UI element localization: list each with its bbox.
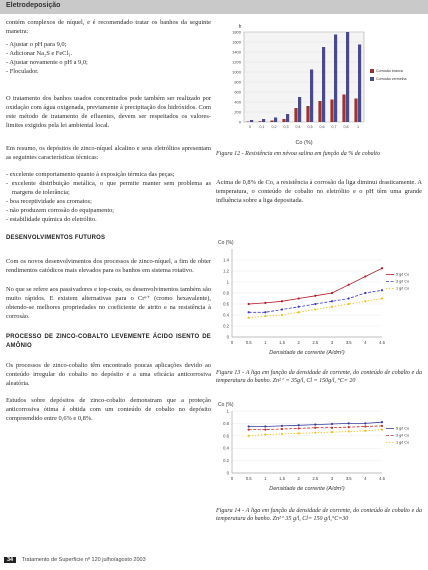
data-point bbox=[364, 422, 366, 424]
x-tick-label: 2.5 bbox=[312, 340, 319, 345]
bar bbox=[270, 121, 273, 123]
data-point bbox=[298, 311, 300, 313]
feature-item: - excelente distribuição metálica, o que permite manter sem problema as margens de tolerância; bbox=[6, 180, 211, 196]
passivators-paragraph: No que se refere aos passivadores e top-coats, os desenvolvimentos também são muito rápidos. E existem alternativas para o Cr⁶⁺ (cromo hexavalente), obtendo-se melhores propriedades no coeficiente de atrito e na resistência à corrosão. bbox=[6, 286, 211, 320]
y-tick-label: 1600 bbox=[232, 39, 241, 45]
y-tick-label: 0.2 bbox=[223, 458, 229, 464]
data-point bbox=[314, 295, 316, 297]
series-line bbox=[249, 268, 382, 304]
fig14-caption: Figura 14 - A liga em função da densidade de corrente, do conteúdo de cobalto e da temperatura do banho. Zn²⁺ 35 g/l, Cl= 150 g/l,°C=30 bbox=[216, 508, 422, 522]
x-tick-label: 1 bbox=[264, 340, 267, 345]
data-point bbox=[381, 421, 383, 423]
data-point bbox=[331, 431, 333, 433]
fig13-caption: Figura 13 - A liga em função da densidade de corrente, do conteúdo de cobalto e da temperatura do banho. Zn²⁺ = 35g/l, Cl = 150g/l, °C= 20 bbox=[216, 370, 422, 384]
bar bbox=[306, 106, 309, 122]
x-tick-label: 3 bbox=[330, 476, 334, 481]
x-tick-label: 0.5 bbox=[245, 476, 252, 481]
x-tick-label: 1 bbox=[357, 125, 359, 129]
bar bbox=[346, 32, 349, 122]
bar bbox=[274, 118, 277, 123]
data-point bbox=[264, 302, 266, 304]
y-tick-label: 0.2 bbox=[223, 323, 229, 329]
x-tick-label: 4.5 bbox=[379, 476, 385, 481]
data-point bbox=[331, 300, 333, 302]
fig12-caption: Figura 12 - Resistência em névoa salina em função da % de cobalto bbox=[216, 151, 380, 157]
y-tick-label: 1000 bbox=[232, 69, 241, 75]
section-heading-future: DESENVOLVIMENTOS FUTUROS bbox=[6, 235, 106, 241]
bar bbox=[250, 120, 253, 122]
data-point bbox=[264, 311, 266, 313]
chart-fig13 bbox=[216, 237, 422, 367]
bar bbox=[262, 119, 265, 122]
y-tick-label: 800 bbox=[234, 79, 241, 85]
bar bbox=[298, 97, 301, 122]
x-tick-label: 2.5 bbox=[312, 476, 319, 481]
y-tick-label: 0.4 bbox=[223, 312, 229, 318]
features-list bbox=[6, 170, 211, 224]
data-point bbox=[248, 435, 250, 437]
feature-item: - excelente comportamento quanto à exposição térmica das peças; bbox=[6, 171, 175, 178]
legend-swatch bbox=[370, 69, 374, 73]
y-tick-label: 600 bbox=[234, 89, 241, 95]
data-point bbox=[348, 303, 350, 305]
data-point bbox=[281, 428, 283, 430]
x-tick-label: 0,5 bbox=[307, 125, 313, 129]
data-point bbox=[348, 422, 350, 424]
x-tick-label: 0.5 bbox=[245, 340, 252, 345]
x-tick-label: 2 bbox=[297, 476, 300, 481]
x-tick-label: 0,1 bbox=[259, 125, 265, 129]
legend-label: 3 g/l Co bbox=[396, 433, 410, 438]
x-tick-label: 4 bbox=[364, 340, 367, 345]
bar bbox=[318, 101, 321, 122]
bar bbox=[334, 35, 337, 123]
page-footer bbox=[4, 557, 146, 566]
bar bbox=[322, 47, 325, 122]
data-point bbox=[248, 303, 250, 305]
legend-swatch bbox=[370, 77, 374, 81]
data-point bbox=[331, 427, 333, 429]
data-point bbox=[248, 311, 250, 313]
bar bbox=[286, 114, 289, 122]
data-point bbox=[281, 314, 283, 316]
y-tick-label: 0 bbox=[238, 119, 241, 125]
y-tick-label: 1 bbox=[226, 279, 229, 285]
x-tick-label: 3 bbox=[330, 340, 334, 345]
y-tick-label: 1.2 bbox=[223, 268, 229, 274]
x-tick-label: 1.5 bbox=[279, 340, 285, 345]
legend-label: 3 g/l Co bbox=[396, 279, 410, 284]
step-item: - Ajustar o pH para 9,0; bbox=[6, 41, 67, 48]
y-tick-label: 0 bbox=[226, 470, 229, 476]
data-point bbox=[314, 424, 316, 426]
y-tick-label: 1200 bbox=[232, 59, 241, 65]
y-tick-label: 0.4 bbox=[223, 445, 229, 451]
data-point bbox=[248, 429, 250, 431]
journal-info: Tratamento de Superfície nº 120 julho/agosto 2003 bbox=[21, 557, 146, 563]
x-tick-label: 0,4 bbox=[295, 125, 301, 129]
data-point bbox=[281, 425, 283, 427]
y-tick-label: 1800 bbox=[232, 29, 241, 35]
data-point bbox=[298, 427, 300, 429]
x-axis-label: Densidade de corrente (A/dm²) bbox=[269, 486, 345, 492]
data-point bbox=[248, 425, 250, 427]
bar bbox=[310, 70, 313, 123]
data-point bbox=[281, 300, 283, 302]
treatment-paragraph: O tratamento dos banhos usados concentrados pode também ser realizado por oxidação com água oxigenada, previamente à precipitação dos hidróxidos. Com este método de tratamento de efluentes, devem ser respeitados os valores-limites exigidos pela lei ambiental local. bbox=[6, 95, 211, 129]
x-tick-label: 0 bbox=[249, 125, 251, 129]
data-point bbox=[348, 426, 350, 428]
x-tick-label: 4 bbox=[364, 476, 367, 481]
chart-fig12 bbox=[216, 18, 422, 148]
intro-paragraph: contém complexos de níquel, e é recomendado tratar os banhos da seguinte maneira: bbox=[6, 19, 211, 35]
left-column bbox=[6, 18, 211, 427]
section-heading-zinc-cobalt: PROCESSO DE ZINCO-COBALTO LEVEMENTE ÁCIDO ISENTO DE AMÔNIO bbox=[6, 334, 211, 349]
x-tick-label: 1 bbox=[264, 476, 267, 481]
data-point bbox=[348, 430, 350, 432]
step-item: - Floculador. bbox=[6, 68, 39, 75]
y-tick-label: 0.8 bbox=[223, 290, 229, 296]
steps-list bbox=[6, 40, 211, 76]
x-tick-label: 0,3 bbox=[283, 125, 289, 129]
data-point bbox=[281, 308, 283, 310]
step-item: - Ajustar novamente o pH a 9,0; bbox=[6, 59, 88, 66]
summary-paragraph: Em resumo, os depósitos de zinco-níquel alcalino e seus eletrólitos apresentam as seguintes características técnicas: bbox=[6, 145, 211, 161]
x-axis-label: Densidade de corrente (A/dm²) bbox=[269, 350, 345, 356]
y-tick-label: 1.4 bbox=[223, 257, 229, 263]
x-tick-label: 3.5 bbox=[345, 476, 352, 481]
right-paragraph: Acima de 0,8% de Co, a resistência à corrosão da liga diminui drasticamente. A temperatura, o conteúdo de cobalto no eletrólito e o pH têm uma grande influência sobre a liga depositada. bbox=[216, 179, 422, 204]
data-point bbox=[298, 432, 300, 434]
data-point bbox=[298, 297, 300, 299]
bar bbox=[330, 100, 333, 123]
feature-item: - não produzem corrosão do equipamento; bbox=[6, 207, 115, 214]
x-tick-label: 0 bbox=[230, 476, 234, 481]
data-point bbox=[298, 424, 300, 426]
data-point bbox=[314, 432, 316, 434]
y-tick-label: 200 bbox=[234, 109, 241, 115]
legend-label: Corrosão branca bbox=[376, 69, 403, 73]
zinc-cobalt-paragraph: Os processos de zinco-cobalto têm encontrado poucas aplicações devido ao conteúdo irregular do cobalto no depósito e a uma eficácia anticorrosiva aleatória. bbox=[6, 362, 211, 387]
bar bbox=[294, 108, 297, 122]
data-point bbox=[364, 300, 366, 302]
x-tick-label: 2 bbox=[297, 340, 300, 345]
future-paragraph: Com os novos desenvolvimentos dos processos de zinco-níquel, a fim de obter rendimentos catódicos mais elevados para os banhos em sistema rotativo. bbox=[6, 258, 211, 274]
data-point bbox=[364, 430, 366, 432]
x-tick-label: 3.5 bbox=[345, 340, 352, 345]
x-tick-label: 0,8 bbox=[343, 125, 349, 129]
legend-label: 1 g/l Co bbox=[396, 286, 410, 291]
step-item: - Adicionar Na₂S e FeCl₃. bbox=[6, 50, 73, 57]
data-point bbox=[331, 292, 333, 294]
data-point bbox=[264, 429, 266, 431]
legend-label: 5 g/l Co bbox=[396, 272, 410, 277]
legend-label: 1 g/l Co bbox=[396, 440, 410, 445]
data-point bbox=[364, 275, 366, 277]
data-point bbox=[314, 303, 316, 305]
legend-label: Corrosão vermelha bbox=[376, 77, 407, 81]
feature-item: - boa receptividade aos cromatos; bbox=[6, 198, 92, 205]
data-point bbox=[264, 433, 266, 435]
y-axis-label: h bbox=[238, 24, 242, 30]
chart-fig14 bbox=[216, 399, 422, 505]
y-tick-label: 0.6 bbox=[223, 301, 229, 307]
header-bar bbox=[0, 0, 428, 14]
data-point bbox=[364, 425, 366, 427]
data-point bbox=[331, 423, 333, 425]
x-tick-label: 4.5 bbox=[379, 340, 385, 345]
legend-label: 5 g/l Co bbox=[396, 426, 410, 431]
x-axis-label: Co (%) bbox=[295, 140, 313, 146]
data-point bbox=[381, 425, 383, 427]
studies-paragraph: Estudos sobre depósitos de zinco-cobalto demonstram que a proteção anticorrosiva ótima é obtida com um conteúdo de cobalto no depósito compreendido entre 0,6% e 0,8%. bbox=[6, 397, 211, 422]
y-tick-label: 0.8 bbox=[223, 420, 229, 426]
y-axis-label: Co (%) bbox=[218, 402, 234, 408]
bar bbox=[282, 119, 285, 122]
section-title: Eletrodeposição bbox=[6, 2, 61, 9]
y-tick-label: 0 bbox=[226, 334, 229, 340]
y-tick-label: 1400 bbox=[232, 49, 241, 55]
data-point bbox=[314, 308, 316, 310]
bar bbox=[246, 122, 249, 123]
bar bbox=[342, 95, 345, 123]
feature-item: - estabilidade química do eletrólito. bbox=[6, 216, 97, 223]
data-point bbox=[264, 425, 266, 427]
bar bbox=[354, 99, 357, 123]
data-point bbox=[281, 433, 283, 435]
data-point bbox=[264, 315, 266, 317]
data-point bbox=[314, 427, 316, 429]
x-tick-label: 0,6 bbox=[319, 125, 325, 129]
x-tick-label: 0 bbox=[230, 340, 234, 345]
data-point bbox=[348, 284, 350, 286]
x-tick-label: 1.5 bbox=[279, 476, 285, 481]
data-point bbox=[364, 292, 366, 294]
data-point bbox=[348, 297, 350, 299]
bar bbox=[258, 121, 261, 122]
y-tick-label: 1 bbox=[226, 408, 229, 414]
x-tick-label: 0,2 bbox=[271, 125, 277, 129]
y-tick-label: 400 bbox=[234, 99, 241, 105]
data-point bbox=[298, 306, 300, 308]
data-point bbox=[381, 267, 383, 269]
data-point bbox=[381, 297, 383, 299]
bar bbox=[358, 45, 361, 123]
data-point bbox=[331, 306, 333, 308]
data-point bbox=[248, 317, 250, 319]
page-number: 34 bbox=[4, 557, 16, 563]
data-point bbox=[381, 429, 383, 431]
y-tick-label: 0.6 bbox=[223, 433, 229, 439]
x-tick-label: 0,7 bbox=[331, 125, 337, 129]
data-point bbox=[381, 289, 383, 291]
y-axis-label: Co (%) bbox=[218, 240, 234, 246]
